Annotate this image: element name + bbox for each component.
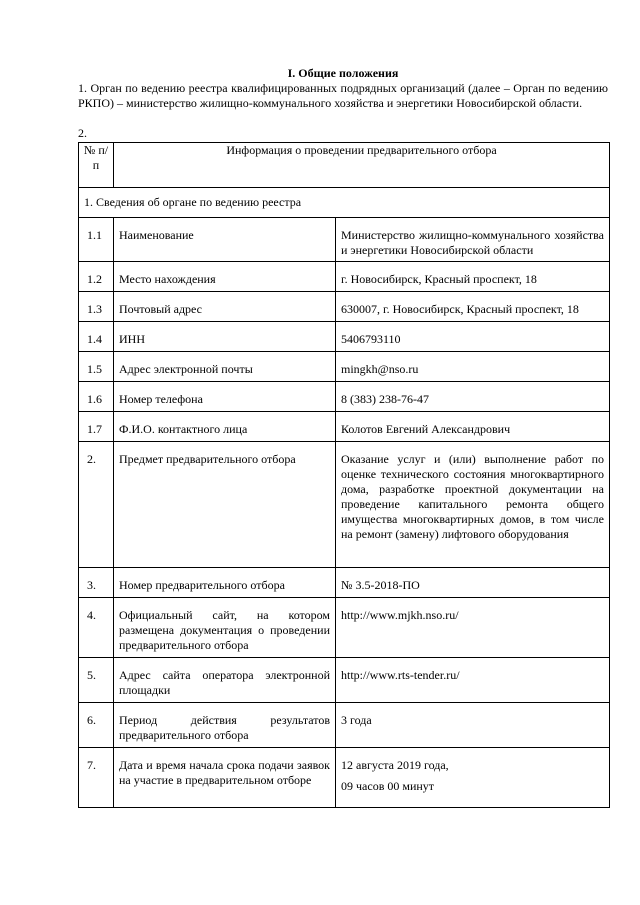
row-value: Оказание услуг и (или) выполнение работ по оценке технического состояния многоквартирного дома, разработке проектной документации на проведение капитального ремонта общего имущества многоквартирных домов, в том числе на ремонт (замену) лифтового оборудования xyxy=(336,442,610,568)
row-value: mingkh@nso.ru xyxy=(336,352,610,382)
row-num: 1.4 xyxy=(79,322,114,352)
row-num: 1.6 xyxy=(79,382,114,412)
row-value-date: 12 августа 2019 года, xyxy=(341,758,449,772)
row-value: 8 (383) 238-76-47 xyxy=(336,382,610,412)
row-num: 1.1 xyxy=(79,218,114,262)
section-title: 1. Сведения об органе по ведению реестра xyxy=(79,188,610,218)
row-num: 5. xyxy=(79,658,114,703)
section-heading: I. Общие положения xyxy=(287,66,399,80)
table-row xyxy=(79,322,610,352)
item-2-marker: 2. xyxy=(78,126,87,140)
row-num: 3. xyxy=(79,568,114,598)
row-label: Почтовый адрес xyxy=(114,292,336,322)
table-row xyxy=(79,442,610,568)
row-value: http://www.rts-tender.ru/ xyxy=(336,658,610,703)
row-value: Министерство жилищно-коммунального хозяйства и энергетики Новосибирской области xyxy=(336,218,610,262)
table-row xyxy=(79,218,610,262)
row-label: Дата и время начала срока подачи заявок на участие в предварительном отборе xyxy=(114,748,336,808)
row-label: Номер телефона xyxy=(114,382,336,412)
row-label: ИНН xyxy=(114,322,336,352)
row-value: № 3.5-2018-ПО xyxy=(336,568,610,598)
row-label: Место нахождения xyxy=(114,262,336,292)
row-label: Номер предварительного отбора xyxy=(114,568,336,598)
row-value: http://www.mjkh.nso.ru/ xyxy=(336,598,610,658)
table-row xyxy=(79,568,610,598)
row-num: 1.2 xyxy=(79,262,114,292)
table-row xyxy=(79,703,610,748)
table-row xyxy=(79,748,610,808)
table-row xyxy=(79,598,610,658)
row-num: 6. xyxy=(79,703,114,748)
intro-paragraph: 1. Орган по ведению реестра квалифицированных подрядных организаций (далее – Орган по ведению РКПО) – министерство жилищно-коммунального хозяйства и энергетики Новосибирской области. xyxy=(78,81,608,110)
table-row xyxy=(79,658,610,703)
table-header-row xyxy=(79,143,610,188)
row-num: 2. xyxy=(79,442,114,568)
table-row xyxy=(79,292,610,322)
row-num: 1.5 xyxy=(79,352,114,382)
row-num: 7. xyxy=(79,748,114,808)
info-table xyxy=(78,142,610,808)
row-num: 1.3 xyxy=(79,292,114,322)
table-row xyxy=(79,412,610,442)
row-value: Колотов Евгений Александрович xyxy=(336,412,610,442)
row-value: г. Новосибирск, Красный проспект, 18 xyxy=(336,262,610,292)
row-value xyxy=(336,748,610,808)
row-value: 630007, г. Новосибирск, Красный проспект, 18 xyxy=(336,292,610,322)
row-value: 5406793110 xyxy=(336,322,610,352)
row-label: Ф.И.О. контактного лица xyxy=(114,412,336,442)
row-label: Официальный сайт, на котором размещена документация о проведении предварительного отбора xyxy=(114,598,336,658)
row-label: Адрес сайта оператора электронной площадки xyxy=(114,658,336,703)
header-info: Информация о проведении предварительного отбора xyxy=(114,143,610,188)
row-label: Наименование xyxy=(114,218,336,262)
table-row xyxy=(79,262,610,292)
row-num: 4. xyxy=(79,598,114,658)
row-value: 3 года xyxy=(336,703,610,748)
table-row xyxy=(79,352,610,382)
row-num: 1.7 xyxy=(79,412,114,442)
section-row xyxy=(79,188,610,218)
row-label: Предмет предварительного отбора xyxy=(114,442,336,568)
header-num: № п/п xyxy=(79,143,114,188)
table-row xyxy=(79,382,610,412)
row-value-time: 09 часов 00 минут xyxy=(341,779,435,793)
row-label: Период действия результатов предварительного отбора xyxy=(114,703,336,748)
row-label: Адрес электронной почты xyxy=(114,352,336,382)
